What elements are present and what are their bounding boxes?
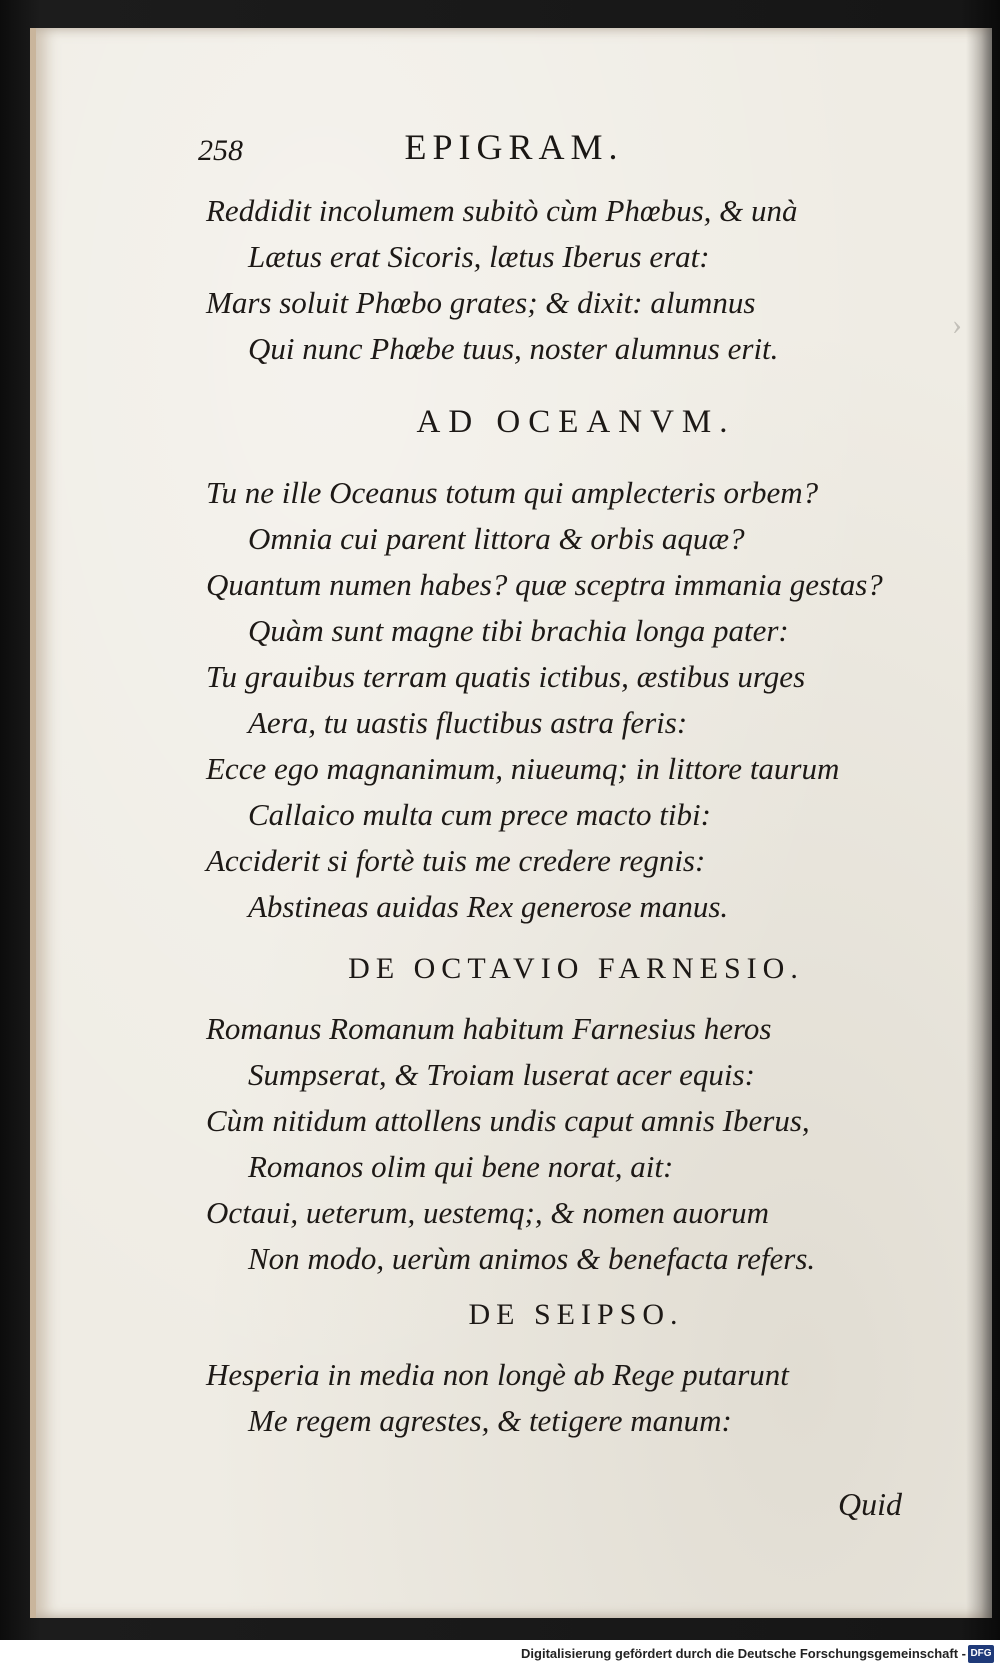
poem-continuation [206, 188, 966, 372]
dfg-logo-icon: DFG [968, 1645, 994, 1663]
book-page [30, 28, 992, 1618]
verse-line: Quantum numen habes? quæ sceptra immania gestas? [206, 567, 883, 602]
bleed-through-mark: › [952, 308, 962, 341]
poem-heading-de-octavio-farnesio: DE OCTAVIO FARNESIO. [348, 952, 804, 985]
poem-ad-oceanum [206, 470, 966, 930]
dfg-credit-text: Digitalisierung gefördert durch die Deutsche Forschungsgemeinschaft - [521, 1646, 966, 1661]
poem-de-octavio-farnesio [206, 1006, 966, 1282]
verse-line: Lætus erat Sicoris, lætus Iberus erat: [248, 239, 710, 274]
running-head: EPIGRAM. [404, 127, 624, 167]
verse-line: Abstineas auidas Rex generose manus. [248, 889, 729, 924]
page-number: 258 [198, 134, 243, 167]
verse-line: Ecce ego magnanimum, niueumq; in littore taurum [206, 751, 840, 786]
verse-line: Romanos olim qui bene norat, ait: [248, 1149, 674, 1184]
verse-line: Omnia cui parent littora & orbis aquæ? [248, 521, 745, 556]
verse-line: Aera, tu uastis fluctibus astra feris: [248, 705, 688, 740]
poem-heading-ad-oceanum: AD OCEANVM. [416, 404, 736, 440]
verse-line: Qui nunc Phœbe tuus, noster alumnus erit. [248, 331, 779, 366]
verse-line: Cùm nitidum attollens undis caput amnis Iberus, [206, 1103, 810, 1138]
verse-line: Tu grauibus terram quatis ictibus, æstibus urges [206, 659, 806, 694]
digitization-footer [0, 1640, 1000, 1670]
poem-heading-de-seipso: DE SEIPSO. [468, 1298, 684, 1331]
page-body [206, 188, 966, 1444]
verse-line: Non modo, uerùm animos & benefacta refers. [248, 1241, 816, 1276]
page-edge-shadow [966, 28, 992, 1618]
verse-line: Mars soluit Phœbo grates; & dixit: alumnus [206, 285, 756, 320]
catchword: Quid [838, 1486, 902, 1522]
verse-line: Acciderit si fortè tuis me credere regnis: [206, 843, 706, 878]
verse-line: Romanus Romanum habitum Farnesius heros [206, 1011, 772, 1046]
poem-de-seipso [206, 1352, 966, 1444]
verse-line: Reddidit incolumem subitò cùm Phœbus, & unà [206, 193, 798, 228]
verse-line: Tu ne ille Oceanus totum qui amplecteris orbem? [206, 475, 819, 510]
verse-line: Hesperia in media non longè ab Rege putarunt [206, 1357, 789, 1392]
verse-line: Octaui, ueterum, uestemq;, & nomen auorum [206, 1195, 770, 1230]
verse-line: Sumpserat, & Troiam luserat acer equis: [248, 1057, 755, 1092]
verse-line: Quàm sunt magne tibi brachia longa pater: [248, 613, 789, 648]
verse-line: Me regem agrestes, & tetigere manum: [248, 1403, 732, 1438]
page-header [36, 110, 992, 170]
verse-line: Callaico multa cum prece macto tibi: [248, 797, 711, 832]
